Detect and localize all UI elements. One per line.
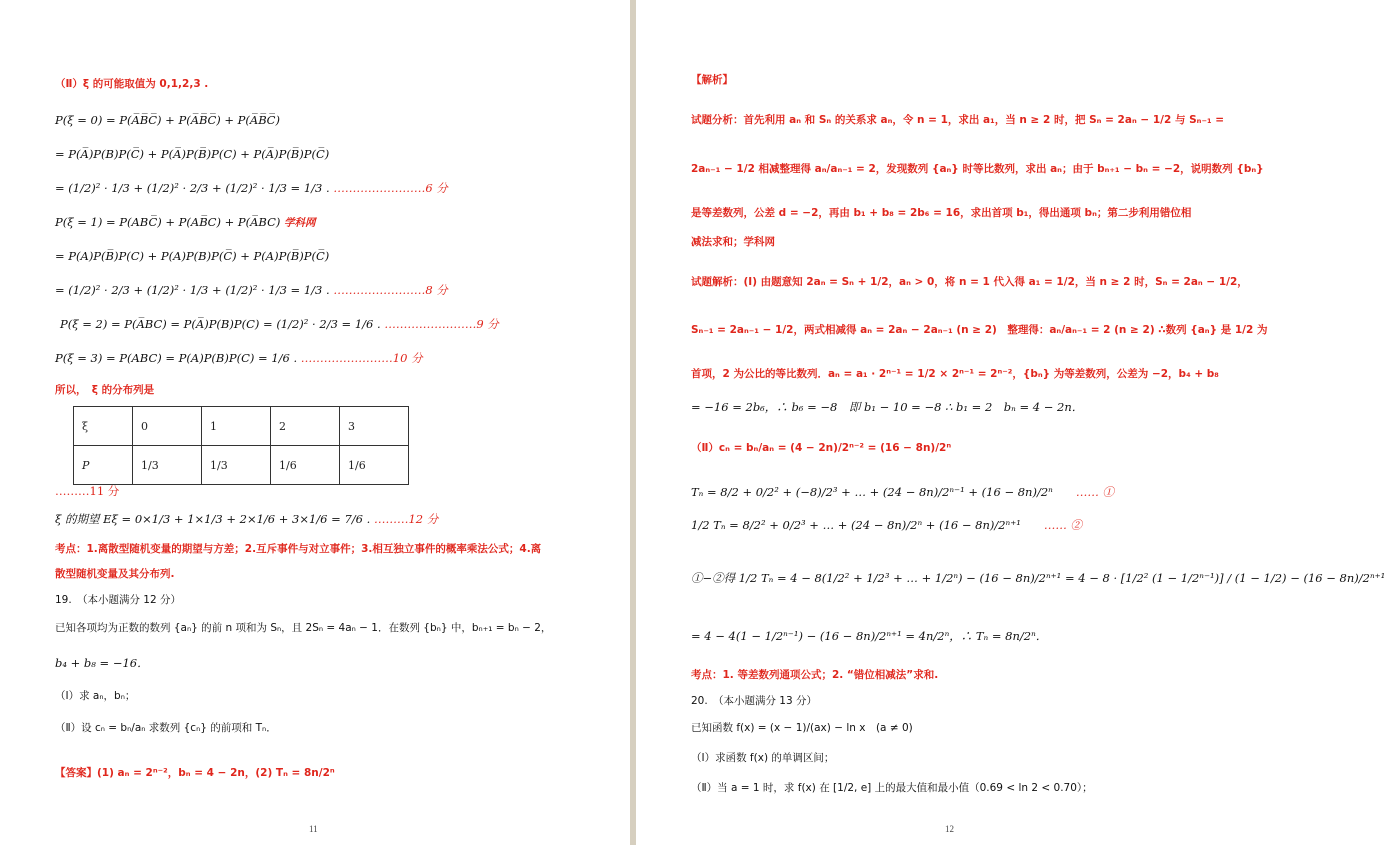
table-cell: 1/3 <box>133 446 202 485</box>
left-page <box>0 0 630 845</box>
p-xi-0-expand: = P(A̅)P(B)P(C̅) + P(A̅)P(B̅)P(C) + P(A̅)P(B̅)P(C̅) <box>55 147 330 161</box>
p-xi-0: P(ξ = 0) = P(A̅B̅C̅) + P(A̅B̅C̅) + P(A̅B̅C̅) <box>55 113 280 127</box>
part2-intro: （Ⅱ）ξ 的可能取值为 0,1,2,3 . <box>55 78 209 90</box>
p-xi-1-expand: = P(A)P(B̅)P(C) + P(A)P(B)P(C̅) + P(A)P(B̅)P(C̅) <box>55 249 330 263</box>
answer-19: 【答案】(1) aₙ = 2ⁿ⁻²，bₙ = 4 − 2n，(2) Tₙ = 8n/2ⁿ <box>55 767 335 779</box>
distribution-table <box>73 406 409 485</box>
table-cell: 2 <box>271 407 340 446</box>
part2-cn: （Ⅱ）cₙ = bₙ/aₙ = (4 − 2n)/2ⁿ⁻² = (16 − 8n)/2ⁿ <box>691 442 952 454</box>
p-xi-0-value: = (1/2)² · 1/3 + (1/2)² · 2/3 + (1/2)² · 1/3 = 1/3 . ……………………6 分 <box>55 181 448 195</box>
question-20-stem: 已知函数 f(x) = (x − 1)/(ax) − ln x (a ≠ 0) <box>691 722 913 734</box>
question-20-part2: （Ⅱ）当 a = 1 时，求 f(x) 在 [1/2, e] 上的最大值和最小值（0.69 < ln 2 < 0.70）； <box>691 782 1093 794</box>
analysis-line-4: 减法求和；学科网 <box>691 236 775 248</box>
score-11: ………11 分 <box>55 484 120 498</box>
p-xi-1: P(ξ = 1) = P(ABC̅) + P(AB̅C) + P(A̅BC) 学科网 <box>55 215 316 229</box>
right-page <box>636 0 1385 845</box>
half-tn-sum: 1/2 Tₙ = 8/2² + 0/2³ + … + (24 − 8n)/2ⁿ + (16 − 8n)/2ⁿ⁺¹ …… ② <box>691 518 1083 532</box>
analysis-line-1: 试题分析：首先利用 aₙ 和 Sₙ 的关系求 aₙ，令 n = 1，求出 a₁，当 n ≥ 2 时，把 Sₙ = 2aₙ − 1/2 与 Sₙ₋₁ = <box>691 114 1225 126</box>
p-xi-2: P(ξ = 2) = P(A̅BC) = P(A̅)P(B)P(C) = (1/2)² · 2/3 = 1/6 . ……………………9 分 <box>60 317 499 331</box>
knowledge-points: 考点：1. 等差数列通项公式；2. “错位相减法”求和. <box>691 669 939 681</box>
distribution-intro: 所以， ξ 的分布列是 <box>55 384 155 396</box>
p-xi-1-value: = (1/2)² · 2/3 + (1/2)² · 1/3 + (1/2)² · 1/3 = 1/3 . ……………………8 分 <box>55 283 448 297</box>
question-19-condition: b₄ + b₈ = −16． <box>55 656 149 670</box>
table-cell: P <box>74 446 133 485</box>
page-number: 11 <box>309 824 318 834</box>
analysis-line-2: 2aₙ₋₁ − 1/2 相减整理得 aₙ/aₙ₋₁ = 2，发现数列 {aₙ} 时等比数列，求出 aₙ；由于 bₙ₊₁ − bₙ = −2，说明数列 {bₙ} <box>691 163 1264 175</box>
question-19-title: 19. （本小题满分 12 分） <box>55 594 181 606</box>
question-19-stem: 已知各项均为正数的数列 {aₙ} 的前 n 项和为 Sₙ，且 2Sₙ = 4aₙ − 1．在数列 {bₙ} 中，bₙ₊₁ = bₙ − 2， <box>55 622 552 634</box>
table-cell: 1/6 <box>271 446 340 485</box>
table-row <box>74 446 409 485</box>
knowledge-points-1: 考点：1.离散型随机变量的期望与方差；2.互斥事件与对立事件；3.相互独立事件的概率乘法公式；4.离 <box>55 543 542 555</box>
p-xi-3: P(ξ = 3) = P(ABC) = P(A)P(B)P(C) = 1/6 . ……………………10 分 <box>55 351 423 365</box>
table-cell: 0 <box>133 407 202 446</box>
tn-result: = 4 − 4(1 − 1/2ⁿ⁻¹) − (16 − 8n)/2ⁿ⁺¹ = 4n/2ⁿ，∴ Tₙ = 8n/2ⁿ． <box>691 629 1048 643</box>
table-row <box>74 407 409 446</box>
page-number: 12 <box>945 824 954 834</box>
question-19-part1: （Ⅰ）求 aₙ，bₙ； <box>55 690 136 702</box>
solution-line-3: 首项，2 为公比的等比数列．aₙ = a₁ · 2ⁿ⁻¹ = 1/2 × 2ⁿ⁻¹ = 2ⁿ⁻²，{bₙ} 为等差数列，公差为 −2，b₄ + b₈ <box>691 368 1219 380</box>
analysis-line-3: 是等差数列，公差 d = −2，再由 b₁ + b₈ = 2b₆ = 16，求出首项 b₁，得出通项 bₙ；第二步利用错位相 <box>691 207 1192 219</box>
expectation: ξ 的期望 Eξ = 0×1/3 + 1×1/3 + 2×1/6 + 3×1/6 = 7/6 . ………12 分 <box>55 512 439 526</box>
analysis-heading: 【解析】 <box>691 74 733 86</box>
solution-line-4: = −16 = 2b₆，∴ b₆ = −8 即 b₁ − 10 = −8 ∴ b₁ = 2 bₙ = 4 − 2n． <box>691 400 1084 414</box>
table-cell: 1 <box>202 407 271 446</box>
knowledge-points-2: 散型随机变量及其分布列. <box>55 568 175 580</box>
subtract-step: ①−②得 1/2 Tₙ = 4 − 8(1/2² + 1/2³ + … + 1/2ⁿ) − (16 − 8n)/2ⁿ⁺¹ = 4 − 8 · [1/2² (1 − 1/2ⁿ⁻¹)] / (1 − 1/2) − (16 − 8n)/2ⁿ⁺¹ <box>691 571 1385 585</box>
table-cell: ξ <box>74 407 133 446</box>
question-20-part1: （Ⅰ）求函数 f(x) 的单调区间； <box>691 752 835 764</box>
table-cell: 1/3 <box>202 446 271 485</box>
solution-line-2: Sₙ₋₁ = 2aₙ₋₁ − 1/2，两式相减得 aₙ = 2aₙ − 2aₙ₋₁ (n ≥ 2) 整理得：aₙ/aₙ₋₁ = 2 (n ≥ 2) ∴数列 {aₙ} 是 1/2 为 <box>691 324 1268 336</box>
solution-line-1: 试题解析：(Ⅰ) 由题意知 2aₙ = Sₙ + 1/2，aₙ > 0，将 n = 1 代入得 a₁ = 1/2，当 n ≥ 2 时，Sₙ = 2aₙ − 1/2， <box>691 276 1248 288</box>
question-20-title: 20. （本小题满分 13 分） <box>691 695 817 707</box>
table-cell: 1/6 <box>340 446 409 485</box>
table-cell: 3 <box>340 407 409 446</box>
tn-sum: Tₙ = 8/2 + 0/2² + (−8)/2³ + … + (24 − 8n)/2ⁿ⁻¹ + (16 − 8n)/2ⁿ …… ① <box>691 485 1114 499</box>
question-19-part2: （Ⅱ）设 cₙ = bₙ/aₙ 求数列 {cₙ} 的前项和 Tₙ． <box>55 722 277 734</box>
